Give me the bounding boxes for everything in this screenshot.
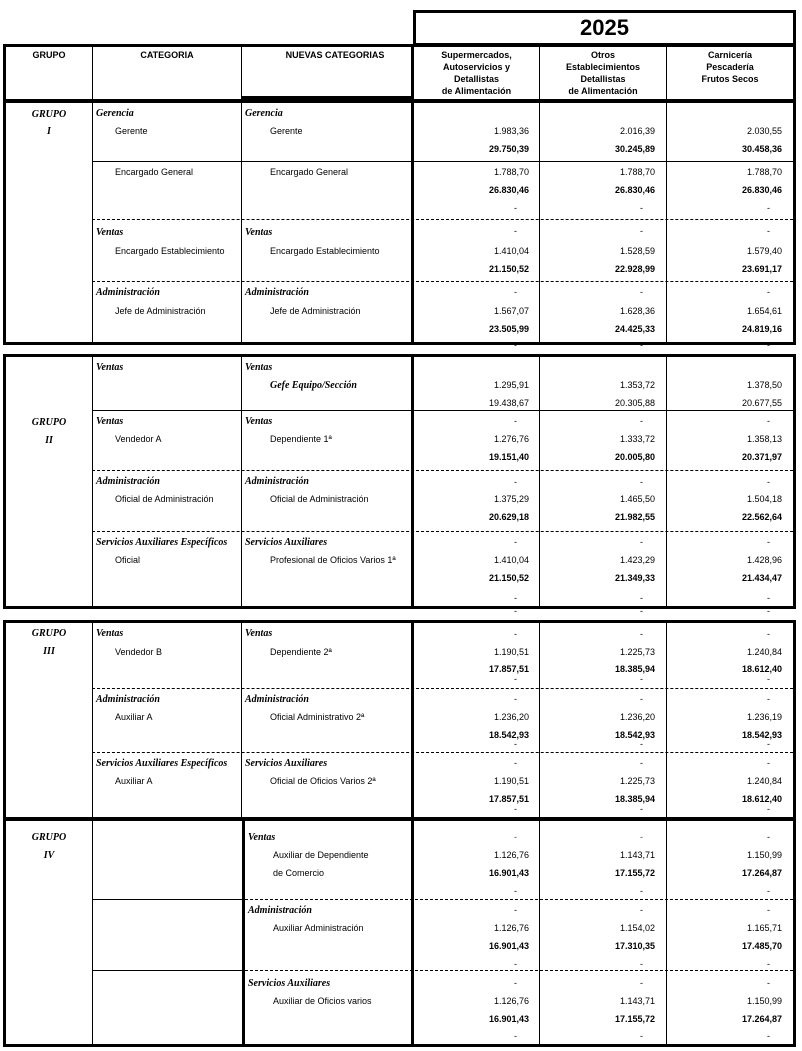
value-annual: 23.505,99 [488,324,529,334]
value-monthly: 1.126,76 [493,996,529,1006]
header-col1-l1: Supermercados, [441,50,512,60]
dash: - [514,1031,517,1041]
new-category-name: Gerente [270,126,303,136]
header-col2-l1: Otros [590,50,615,60]
value-monthly: 1.333,72 [619,434,655,444]
dash: - [640,804,643,814]
value-monthly: 1.654,61 [746,306,782,316]
value-monthly: 1.150,99 [746,996,782,1006]
value-monthly: 1.154,02 [619,923,655,933]
header-grupo: GRUPO [32,50,66,60]
dash: - [767,959,770,969]
value-monthly: 1.295,91 [493,380,529,390]
value-monthly: 1.410,04 [493,246,529,256]
dash: - [640,226,643,236]
new-category-name: Jefe de Administración [270,306,361,316]
new-section-label: Administración [245,694,309,705]
dash: - [767,905,770,915]
header-categoria: CATEGORIA [140,50,194,60]
header-col1-l4: de Alimentación [441,86,512,96]
new-category-name: Oficial de Administración [270,494,369,504]
value-monthly: 1.190,51 [493,647,529,657]
value-monthly: 1.126,76 [493,850,529,860]
group-ii-label: GRUPO [31,417,67,428]
dash: - [767,416,770,426]
dash: - [514,629,517,639]
value-annual: 29.750,39 [488,144,529,154]
value-annual: 18.385,94 [614,664,655,674]
dash: - [767,804,770,814]
value-monthly: 1.378,50 [746,380,782,390]
new-section-label: Administración [245,287,309,298]
new-section-label: Administración [248,905,312,916]
dash: - [640,739,643,749]
dash: - [640,674,643,684]
group-iii-label: GRUPO [31,628,67,639]
header-nuevas-categorias: NUEVAS CATEGORIAS [285,50,385,60]
new-section-label: Servicios Auxiliares [248,978,331,989]
section-label: Servicios Auxiliares Específicos [96,758,228,769]
value-monthly: 1.236,20 [493,712,529,722]
value-annual: 19.438,67 [488,398,529,408]
dash: - [514,226,517,236]
header-col2-l4: de Alimentación [568,86,638,96]
dash: - [640,1031,643,1041]
dash: - [767,287,770,297]
category-name: Encargado General [115,167,194,177]
new-category-name: Profesional de Oficios Varios 1ª [270,555,396,565]
dash: - [514,886,517,896]
dash: - [640,203,643,213]
dash: - [514,758,517,768]
section-label: Administración [96,476,160,487]
new-category-name: Oficial Administrativo 2ª [270,712,365,722]
value-annual: 19.151,40 [488,452,529,462]
group-iv-roman: IV [43,850,55,861]
dash: - [514,593,517,603]
value-monthly: 1.428,96 [746,555,782,565]
header-col2-l3: Detallistas [580,74,626,84]
group-iii-roman: III [43,646,55,657]
new-category-name: Gefe Equipo/Sección [270,380,357,391]
section-label: Ventas [96,628,124,639]
dash: - [640,758,643,768]
value-monthly: 1.983,36 [493,126,529,136]
new-category-name: Auxiliar de Dependiente [273,850,369,860]
dash: - [514,287,517,297]
value-annual: 17.857,51 [488,664,529,674]
new-category-name: Auxiliar Administración [273,923,364,933]
category-name: Jefe de Administración [115,306,206,316]
new-section-label: Ventas [245,362,273,373]
dash: - [767,606,770,616]
value-annual: 20.305,88 [614,398,655,408]
dash: - [767,537,770,547]
value-annual: 18.542,93 [488,730,529,740]
dash: - [767,674,770,684]
value-monthly: 1.236,20 [619,712,655,722]
value-monthly: 1.225,73 [619,776,655,786]
dash: - [767,739,770,749]
value-annual: 16.901,43 [488,1014,529,1024]
category-name: Vendedor B [115,647,163,657]
dash: - [640,694,643,704]
dash: - [640,537,643,547]
value-monthly: 1.567,07 [493,306,529,316]
new-category-name: Dependiente 1ª [270,434,332,444]
value-annual: 17.155,72 [614,868,655,878]
header-col3-l3: Frutos Secos [701,74,759,84]
value-annual: 17.485,70 [741,941,782,951]
dash: - [767,694,770,704]
dash: - [514,804,517,814]
value-annual: 17.264,87 [741,1014,782,1024]
value-monthly: 1.150,99 [746,850,782,860]
dash: - [514,832,517,842]
value-monthly: 1.528,59 [619,246,655,256]
dash: - [640,416,643,426]
dash: - [640,606,643,616]
dash: - [640,629,643,639]
value-annual: 18.542,93 [614,730,655,740]
value-annual: 26.830,46 [614,185,655,195]
new-section-label: Ventas [245,628,273,639]
dash: - [640,593,643,603]
value-monthly: 1.358,13 [746,434,782,444]
dash: - [767,832,770,842]
value-monthly: 1.236,19 [746,712,782,722]
new-category-name: Encargado General [270,167,349,177]
dash: - [767,340,770,350]
value-monthly: 1.410,04 [493,555,529,565]
new-category-name: Encargado Establecimiento [270,246,380,256]
value-monthly: 1.423,29 [619,555,655,565]
dash: - [514,694,517,704]
value-monthly: 1.225,73 [619,647,655,657]
section-label: Servicios Auxiliares Específicos [96,537,228,548]
category-name: Gerente [115,126,148,136]
category-name: Vendedor A [115,434,162,444]
value-monthly: 1.628,36 [619,306,655,316]
dash: - [767,758,770,768]
group-i-roman: I [47,126,51,137]
value-monthly: 1.143,71 [619,996,655,1006]
value-annual: 24.819,16 [741,324,782,334]
value-monthly: 1.465,50 [619,494,655,504]
new-category-name: Auxiliar de Oficios varios [273,996,372,1006]
dash: - [767,978,770,988]
header-col1-l2: Autoservicios y [442,62,511,72]
header-col3-l2: Pescadería [706,62,754,72]
value-annual: 30.458,36 [741,144,782,154]
new-category-name-line2: de Comercio [273,868,325,878]
value-annual: 20.629,18 [488,512,529,522]
section-label: Ventas [96,362,124,373]
dash: - [514,905,517,915]
category-name: Encargado Establecimiento [115,246,225,256]
dash: - [514,674,517,684]
value-annual: 17.857,51 [488,794,529,804]
new-section-label: Servicios Auxiliares [245,537,328,548]
dash: - [514,416,517,426]
header-col3-l1: Carnicería [707,50,753,60]
value-annual: 20.677,55 [741,398,782,408]
section-label: Ventas [96,416,124,427]
value-annual: 20.005,80 [614,452,655,462]
dash: - [767,203,770,213]
value-monthly: 1.240,84 [746,776,782,786]
value-annual: 21.150,52 [488,264,529,274]
dash: - [514,537,517,547]
dash: - [640,886,643,896]
value-monthly: 1.788,70 [746,167,782,177]
value-annual: 22.562,64 [741,512,782,522]
new-section-label: Ventas [248,832,276,843]
new-category-name: Oficial de Oficios Varios 2ª [270,776,376,786]
dash: - [640,287,643,297]
value-annual: 26.830,46 [488,185,529,195]
new-category-name: Dependiente 2ª [270,647,332,657]
header-col1-l3: Detallistas [453,74,500,84]
value-annual: 21.982,55 [614,512,655,522]
value-annual: 18.542,93 [741,730,782,740]
value-annual: 23.691,17 [741,264,782,274]
group-iv-label: GRUPO [31,832,67,843]
dash: - [767,593,770,603]
value-annual: 18.612,40 [741,794,782,804]
value-annual: 21.434,47 [741,573,782,583]
dash: - [514,477,517,487]
dash: - [514,978,517,988]
value-annual: 18.385,94 [614,794,655,804]
value-monthly: 1.143,71 [619,850,655,860]
dash: - [767,477,770,487]
value-annual: 17.155,72 [614,1014,655,1024]
new-section-label: Ventas [245,227,273,238]
value-annual: 18.612,40 [741,664,782,674]
header-col2-l2: Establecimientos [565,62,641,72]
new-section-label: Administración [245,476,309,487]
value-monthly: 2.016,39 [619,126,655,136]
category-name: Oficial [115,555,141,565]
section-label: Administración [96,287,160,298]
group-ii-roman: II [45,435,53,446]
dash: - [767,629,770,639]
value-annual: 21.349,33 [614,573,655,583]
dash: - [767,1031,770,1041]
new-section-label: Servicios Auxiliares [245,758,328,769]
value-monthly: 1.788,70 [619,167,655,177]
value-annual: 24.425,33 [614,324,655,334]
dash: - [640,959,643,969]
value-monthly: 2.030,55 [746,126,782,136]
value-annual: 26.830,46 [741,185,782,195]
value-monthly: 1.788,70 [493,167,529,177]
dash: - [514,739,517,749]
dash: - [640,340,643,350]
value-monthly: 1.504,18 [746,494,782,504]
value-monthly: 1.375,29 [493,494,529,504]
value-monthly: 1.190,51 [493,776,529,786]
value-annual: 22.928,99 [614,264,655,274]
value-monthly: 1.276,76 [493,434,529,444]
dash: - [767,226,770,236]
dash: - [514,340,517,350]
new-section-label: Gerencia [245,108,283,119]
dash: - [640,832,643,842]
value-annual: 16.901,43 [488,941,529,951]
dash: - [767,886,770,896]
year-header: 2025 [413,10,796,46]
value-monthly: 1.240,84 [746,647,782,657]
section-label: Gerencia [96,108,134,119]
value-annual: 16.901,43 [488,868,529,878]
category-name: Auxiliar A [115,776,153,786]
section-label: Ventas [96,227,124,238]
value-annual: 21.150,52 [488,573,529,583]
category-name: Auxiliar A [115,712,153,722]
dash: - [640,477,643,487]
value-monthly: 1.353,72 [619,380,655,390]
dash: - [514,959,517,969]
dash: - [640,905,643,915]
dash: - [514,203,517,213]
section-label: Administración [96,694,160,705]
value-annual: 30.245,89 [614,144,655,154]
category-name: Oficial de Administración [115,494,214,504]
new-section-label: Ventas [245,416,273,427]
value-monthly: 1.165,71 [746,923,782,933]
value-annual: 20.371,97 [741,452,782,462]
value-monthly: 1.579,40 [746,246,782,256]
value-annual: 17.264,87 [741,868,782,878]
dash: - [514,606,517,616]
group-i-label: GRUPO [31,109,67,120]
value-annual: 17.310,35 [614,941,655,951]
value-monthly: 1.126,76 [493,923,529,933]
dash: - [640,978,643,988]
